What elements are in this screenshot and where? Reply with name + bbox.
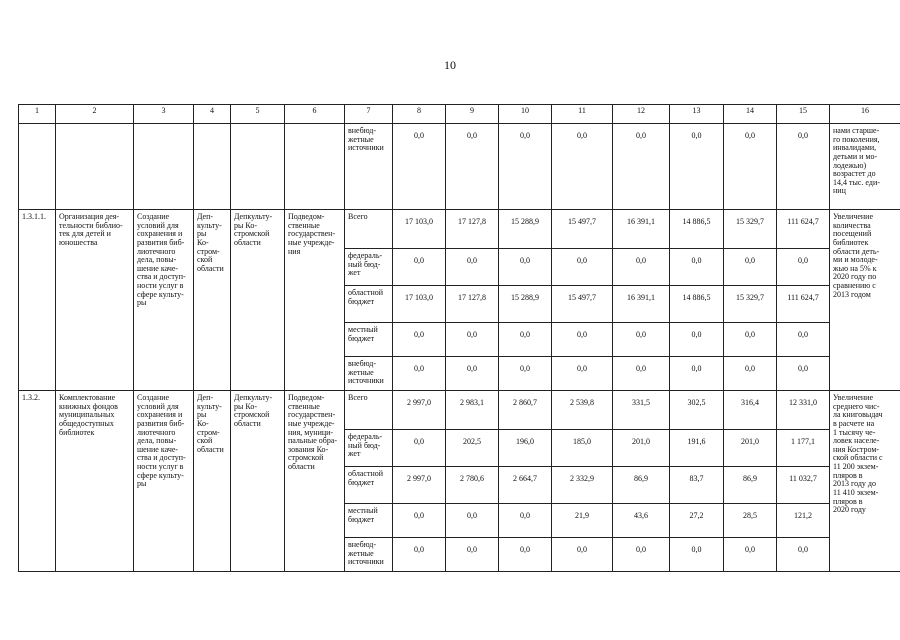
value-cell: 201,0 — [613, 430, 670, 467]
value-cell: 15 329,7 — [724, 210, 777, 249]
value-cell: 15 288,9 — [499, 210, 552, 249]
value-cell: 191,6 — [670, 430, 724, 467]
value-cell: 0,0 — [777, 249, 830, 286]
funding-source: областной бюджет — [345, 467, 393, 504]
expected-result: Увеличение количества посещений библиотек области деть- ми и молоде- жью на 5% к 2020 году по сравнению с 2013 годом — [830, 210, 900, 391]
value-cell: 0,0 — [393, 430, 446, 467]
empty-cell — [231, 124, 285, 210]
value-cell: 0,0 — [552, 357, 613, 391]
header-col-12: 12 — [613, 105, 670, 124]
funding-source: внебюд- жетные источники — [345, 357, 393, 391]
item-goal: Создание условий для сохранения и развития биб- лиотечного дела, повы- шение каче- ства и доступ- ности услуг в сфере культу- ры — [134, 391, 194, 572]
expected-result: Увеличение среднего чис- ла книговыдач в расчете на 1 тысячу че- ловек населе- ния Костром- ской области с 11 200 экзем- пляров в 2013 году до 11 410 экзем- пляров в 2020 году — [830, 391, 900, 572]
item-coexecutor: Депкульту- ры Ко- стромской области — [231, 391, 285, 572]
header-col-10: 10 — [499, 105, 552, 124]
header-col-9: 9 — [446, 105, 499, 124]
value-cell: 2 997,0 — [393, 467, 446, 504]
value-cell: 0,0 — [446, 249, 499, 286]
item-name: Комплектование книжных фондов муниципальных общедоступных библиотек — [56, 391, 134, 572]
value-cell: 0,0 — [724, 124, 777, 210]
value-cell: 121,2 — [777, 504, 830, 538]
value-cell: 0,0 — [393, 124, 446, 210]
value-cell: 0,0 — [499, 249, 552, 286]
header-col-14: 14 — [724, 105, 777, 124]
header-col-5: 5 — [231, 105, 285, 124]
value-cell: 111 624,7 — [777, 286, 830, 323]
item-recipient: Подведом- ственные государствен- ные учрежде- ния, муници- пальные обра- зования Ко- стромской области — [285, 391, 345, 572]
item-executor: Деп- культу- ры Ко- стром- ской области — [194, 210, 231, 391]
header-col-2: 2 — [56, 105, 134, 124]
value-cell: 2 780,6 — [446, 467, 499, 504]
value-cell: 0,0 — [499, 357, 552, 391]
value-cell: 0,0 — [724, 323, 777, 357]
value-cell: 27,2 — [670, 504, 724, 538]
funding-source: областной бюджет — [345, 286, 393, 323]
value-cell: 21,9 — [552, 504, 613, 538]
value-cell: 0,0 — [670, 538, 724, 572]
header-col-15: 15 — [777, 105, 830, 124]
funding-source: федераль- ный бюд- жет — [345, 249, 393, 286]
item-recipient: Подведом- ственные государствен- ные учрежде- ния — [285, 210, 345, 391]
value-cell: 0,0 — [552, 538, 613, 572]
item-goal: Создание условий для сохранения и развития биб- лиотечного дела, повы- шение каче- ства и доступ- ности услуг в сфере культу- ры — [134, 210, 194, 391]
value-cell: 86,9 — [724, 467, 777, 504]
value-cell: 0,0 — [670, 323, 724, 357]
header-col-11: 11 — [552, 105, 613, 124]
value-cell: 0,0 — [393, 323, 446, 357]
value-cell: 201,0 — [724, 430, 777, 467]
header-col-8: 8 — [393, 105, 446, 124]
value-cell: 2 332,9 — [552, 467, 613, 504]
empty-cell — [19, 124, 56, 210]
funding-source: Всего — [345, 210, 393, 249]
value-cell: 0,0 — [670, 124, 724, 210]
value-cell: 2 664,7 — [499, 467, 552, 504]
value-cell: 0,0 — [393, 249, 446, 286]
funding-source: федераль- ный бюд- жет — [345, 430, 393, 467]
value-cell: 2 997,0 — [393, 391, 446, 430]
value-cell: 0,0 — [724, 357, 777, 391]
value-cell: 0,0 — [446, 538, 499, 572]
value-cell: 0,0 — [777, 357, 830, 391]
value-cell: 11 032,7 — [777, 467, 830, 504]
value-cell: 111 624,7 — [777, 210, 830, 249]
table-row — [19, 391, 900, 430]
header-col-16: 16 — [830, 105, 900, 124]
item-name: Организация дея- тельности библио- тек для детей и юношества — [56, 210, 134, 391]
page-number: 10 — [444, 58, 456, 72]
header-col-4: 4 — [194, 105, 231, 124]
value-cell: 2 539,8 — [552, 391, 613, 430]
value-cell: 15 329,7 — [724, 286, 777, 323]
value-cell: 0,0 — [724, 249, 777, 286]
item-coexecutor: Депкульту- ры Ко- стромской области — [231, 210, 285, 391]
value-cell: 17 103,0 — [393, 286, 446, 323]
value-cell: 0,0 — [499, 323, 552, 357]
item-code: 1.3.2. — [19, 391, 56, 572]
value-cell: 0,0 — [670, 249, 724, 286]
header-col-3: 3 — [134, 105, 194, 124]
value-cell: 0,0 — [446, 124, 499, 210]
value-cell: 0,0 — [777, 323, 830, 357]
value-cell: 0,0 — [499, 124, 552, 210]
header-col-7: 7 — [345, 105, 393, 124]
value-cell: 0,0 — [552, 249, 613, 286]
header-col-13: 13 — [670, 105, 724, 124]
table-row — [19, 210, 900, 249]
value-cell: 15 497,7 — [552, 286, 613, 323]
funding-source: местный бюджет — [345, 504, 393, 538]
value-cell: 0,0 — [724, 538, 777, 572]
value-cell: 0,0 — [777, 124, 830, 210]
value-cell: 14 886,5 — [670, 286, 724, 323]
value-cell: 0,0 — [613, 323, 670, 357]
value-cell: 331,5 — [613, 391, 670, 430]
item-executor: Деп- культу- ры Ко- стром- ской области — [194, 391, 231, 572]
value-cell: 17 103,0 — [393, 210, 446, 249]
value-cell: 0,0 — [446, 357, 499, 391]
value-cell: 0,0 — [670, 357, 724, 391]
empty-cell — [285, 124, 345, 210]
value-cell: 17 127,8 — [446, 210, 499, 249]
value-cell: 14 886,5 — [670, 210, 724, 249]
value-cell: 43,6 — [613, 504, 670, 538]
value-cell: 1 177,1 — [777, 430, 830, 467]
header-col-6: 6 — [285, 105, 345, 124]
value-cell: 0,0 — [613, 124, 670, 210]
value-cell: 185,0 — [552, 430, 613, 467]
header-col-1: 1 — [19, 105, 56, 124]
value-cell: 0,0 — [393, 538, 446, 572]
value-cell: 0,0 — [393, 504, 446, 538]
value-cell: 0,0 — [393, 357, 446, 391]
value-cell: 196,0 — [499, 430, 552, 467]
value-cell: 202,5 — [446, 430, 499, 467]
continuation-row — [19, 124, 900, 210]
funding-source: внебюд- жетные источники — [345, 124, 393, 210]
value-cell: 0,0 — [777, 538, 830, 572]
funding-source: внебюд- жетные источники — [345, 538, 393, 572]
value-cell: 28,5 — [724, 504, 777, 538]
value-cell: 86,9 — [613, 467, 670, 504]
value-cell: 0,0 — [446, 504, 499, 538]
value-cell: 0,0 — [552, 124, 613, 210]
empty-cell — [56, 124, 134, 210]
value-cell: 0,0 — [613, 538, 670, 572]
value-cell: 0,0 — [613, 357, 670, 391]
value-cell: 83,7 — [670, 467, 724, 504]
value-cell: 16 391,1 — [613, 286, 670, 323]
value-cell: 316,4 — [724, 391, 777, 430]
program-table — [18, 104, 900, 572]
value-cell: 0,0 — [446, 323, 499, 357]
empty-cell — [194, 124, 231, 210]
value-cell: 302,5 — [670, 391, 724, 430]
empty-cell — [134, 124, 194, 210]
value-cell: 0,0 — [499, 504, 552, 538]
value-cell: 15 497,7 — [552, 210, 613, 249]
item-code: 1.3.1.1. — [19, 210, 56, 391]
value-cell: 2 860,7 — [499, 391, 552, 430]
value-cell: 12 331,0 — [777, 391, 830, 430]
value-cell: 2 983,1 — [446, 391, 499, 430]
funding-source: местный бюджет — [345, 323, 393, 357]
value-cell: 15 288,9 — [499, 286, 552, 323]
expected-result: нами старше- го поколения, инвалидами, детьми и мо- лодежью) возрастет до 14,4 тыс. еди- ниц — [830, 124, 900, 210]
value-cell: 0,0 — [613, 249, 670, 286]
value-cell: 16 391,1 — [613, 210, 670, 249]
header-row — [19, 105, 900, 124]
value-cell: 0,0 — [552, 323, 613, 357]
value-cell: 0,0 — [499, 538, 552, 572]
funding-source: Всего — [345, 391, 393, 430]
value-cell: 17 127,8 — [446, 286, 499, 323]
